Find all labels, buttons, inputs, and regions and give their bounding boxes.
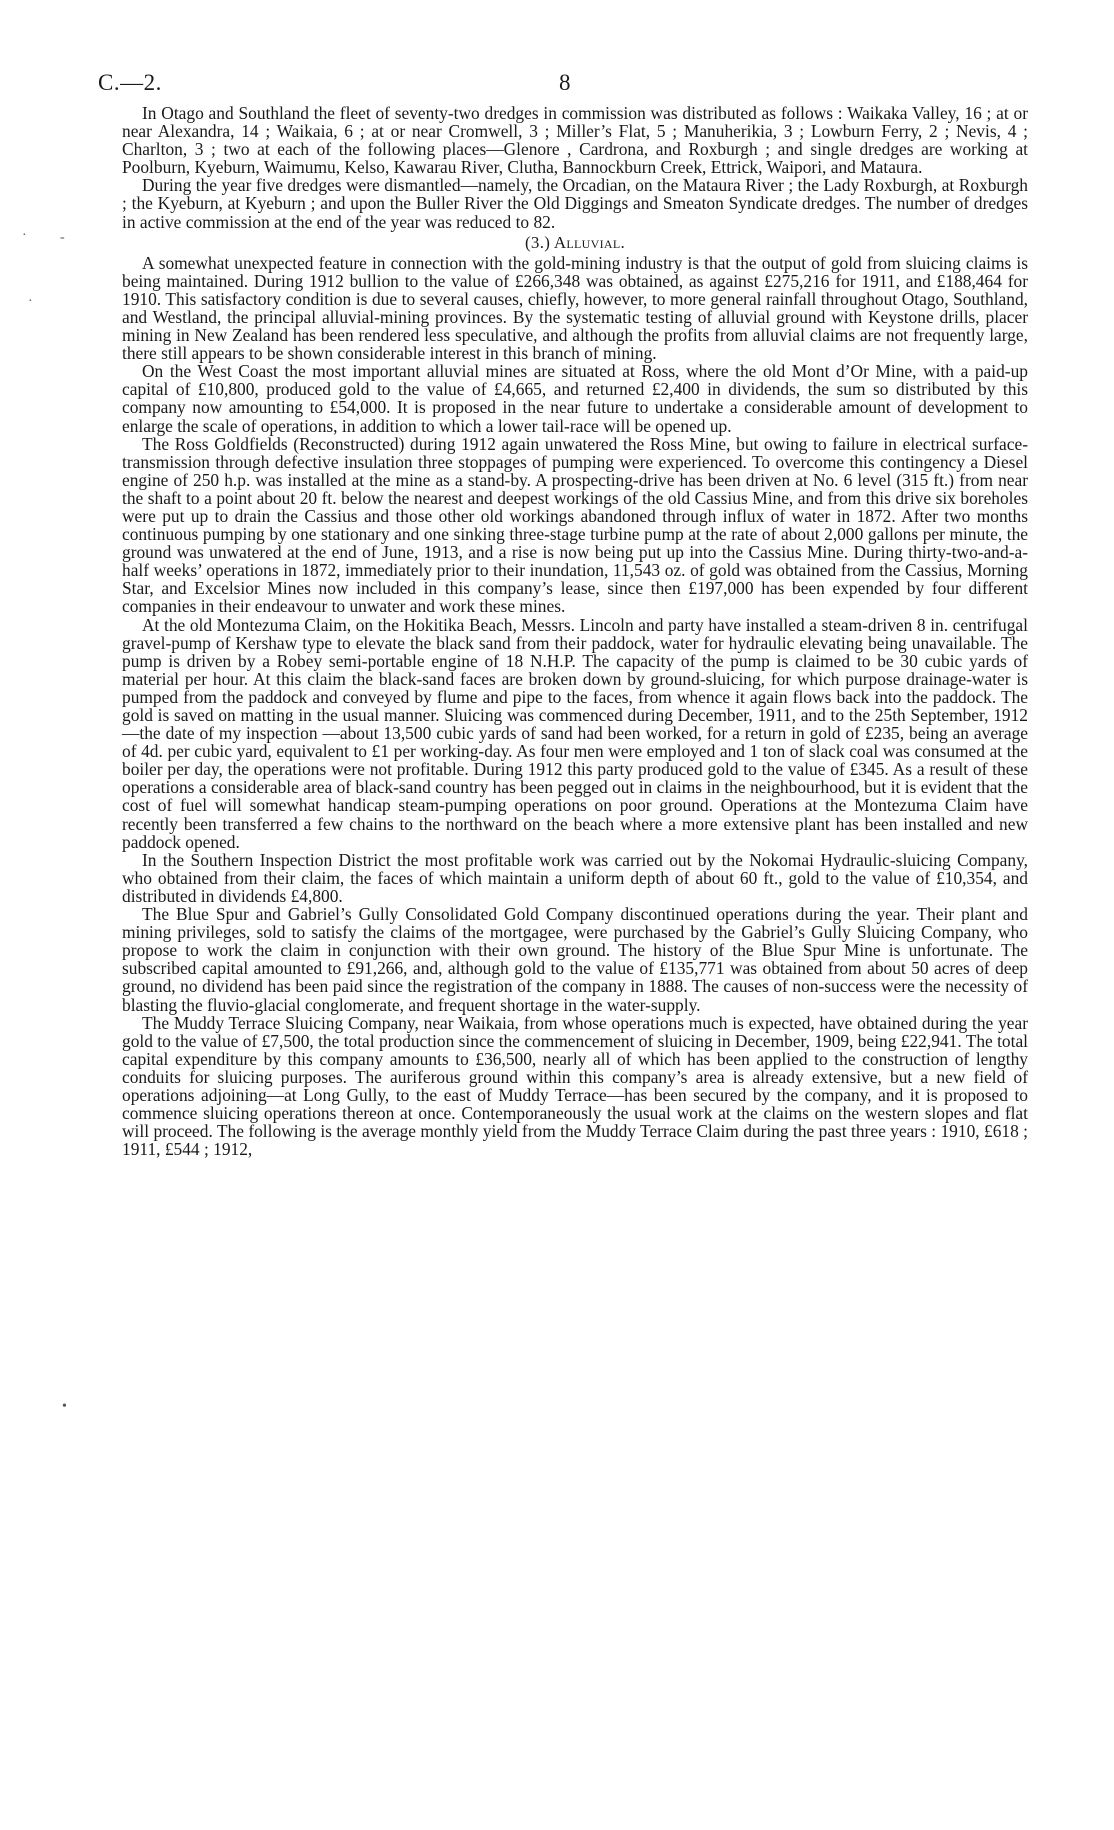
document-page — [98, 58, 1028, 1160]
margin-speck: • — [62, 1399, 67, 1414]
paragraph-alluvial-output: A somewhat unexpected feature in connection with the gold-mining industry is that the output of gold from sluicing claims is being maintained. During 1912 bullion to the value of £266,348 was obtained, as against £275,216 for 1911, and £188,464 for 1910. This satisfactory condition is due to several causes, chiefly, however, to more general rainfall throughout Otago, Southland, and Westland, the principal alluvial-mining provinces. By the systematic testing of alluvial ground with Keystone drills, placer mining in New Zealand has been rendered less speculative, and although the profits from alluvial claims are not frequently large, there still appears to be shown considerable interest in this branch of mining. — [122, 252, 1028, 364]
margin-speck: · — [22, 228, 27, 243]
margin-speck: ‐ — [60, 230, 65, 245]
paragraph-nokomai-sluicing: In the Southern Inspection District the most profitable work was carried out by the Nokomai Hydraulic-sluicing Company, who obtained from their claim, the faces of which maintain a uniform depth of about 60 ft., gold to the value of £10,354, and distributed in dividends £4,800. — [122, 849, 1028, 906]
parliamentary-reference: C.—2. — [98, 70, 162, 95]
page-header — [98, 58, 1028, 104]
page-number: 8 — [559, 70, 571, 95]
section-heading-alluvial: (3.) Alluvial. — [524, 232, 626, 252]
paragraph-west-coast-ross: On the West Coast the most important alluvial mines are situated at Ross, where the old Mont d’Or Mine, with a paid-up capital of £10,800, produced gold to the value of £4,665, and returned £2,400 in dividends, the sum so distributed by this company now amounting to £54,000. It is proposed in the near future to undertake a considerable amount of development to enlarge the scale of operations, in addition to which a lower tail-race will be opened up. — [122, 361, 1028, 436]
paragraph-ross-goldfields: The Ross Goldfields (Reconstructed) during 1912 again unwatered the Ross Mine, but owing to failure in electrical surface-transmission through defective insulation three stoppages of pumping were experienced. To overcome this contingency a Diesel engine of 250 h.p. was installed at the mine as a stand-by. A prospecting-drive has been driven at No. 6 level (315 ft.) from near the shaft to a point about 20 ft. below the nearest and deepest workings of the old Cassius Mine, and from this drive six boreholes were put up to drain the Cassius and those other old workings abandoned through influx of water in 1872. After two months continuous pumping by one stationary and one sinking three-stage turbine pump at the rate of about 2,000 gallons per minute, the ground was unwatered at the end of June, 1913, and a rise is now being put up into the Cassius Mine. During thirty-two-and-a-half weeks’ operations in 1872, immediately prior to their inundation, 11,543 oz. of gold was obtained from the Cassius, Morning Star, and Excelsior Mines now included in this company’s lease, since then £197,000 has been expended by four different companies in their endeavour to unwater and work these mines. — [122, 433, 1028, 617]
paragraph-dredges-dismantled: During the year five dredges were dismantled—namely, the Orcadian, on the Mataura River ; the Lady Roxburgh, at Roxburgh ; the Kyeburn, at Kyeburn ; and upon the Buller River the Old Diggings and Smeaton Syndicate dredges. The number of dredges in active commission at the end of the year was reduced to 82. — [122, 175, 1028, 232]
paragraph-muddy-terrace: The Muddy Terrace Sluicing Company, near Waikaia, from whose operations much is expected, have obtained during the year gold to the value of £7,500, the total production since the commencement of sluicing in December, 1909, being £22,941. The total capital expenditure by this company amounts to £36,500, nearly all of which has been applied to the construction of lengthy conduits for sluicing purposes. The auriferous ground within this company’s area is already extensive, but a new field of operations adjoining—at Long Gully, to the east of Muddy Terrace—has been secured by the company, and it is proposed to commence sluicing operations thereon at once. Contemporaneously the usual work at the claims on the western slopes and flat will proceed. The following is the average monthly yield from the Muddy Terrace Claim during the past three years : 1910, £618 ; 1911, £544 ; 1912, — [122, 1012, 1028, 1160]
paragraph-dredge-distribution: In Otago and Southland the fleet of seventy-two dredges in commission was distributed as follows : Waikaka Valley, 16 ; at or near Alexandra, 14 ; Waikaia, 6 ; at or near Cromwell, 3 ; Miller’s Flat, 5 ; Manuherikia, 3 ; Lowburn Ferry, 2 ; Nevis, 4 ; Charlton, 3 ; two at each of the following places—Glenore , Cardrona, and Roxburgh ; and single dredges are working at Poolburn, Kyeburn, Waimumu, Kelso, Kawarau River, Clutha, Bannockburn Creek, Ettrick, Waipori, and Mataura. — [122, 103, 1028, 178]
margin-speck: · — [28, 294, 33, 309]
paragraph-montezuma-claim: At the old Montezuma Claim, on the Hokitika Beach, Messrs. Lincoln and party have installed a steam-driven 8 in. centrifugal gravel-pump of Kershaw type to elevate the black sand from their paddock, water for hydraulic elevating being unavailable. The pump is driven by a Robey semi-portable engine of 18 N.H.P. The capacity of the pump is claimed to be 30 cubic yards of material per hour. At this claim the black-sand faces are broken down by ground-sluicing, for which purpose drainage-water is pumped from the paddock and conveyed by flume and pipe to the faces, from whence it again flows back into the paddock. The gold is saved on matting in the usual manner. Sluicing was commenced during December, 1911, and to the 25th September, 1912—the date of my inspection —about 13,500 cubic yards of sand had been worked, for a return in gold of £235, being an average of 4d. per cubic yard, equivalent to £1 per working-day. As four men were employed and 1 ton of slack coal was consumed at the boiler per day, the operations were not profitable. During 1912 this party produced gold to the value of £345. As a result of these operations a considerable area of black-sand country has been pegged out in claims in the neighbourhood, but it is evident that the cost of fuel will somewhat handicap steam-pumping operations on poor ground. Operations at the Montezuma Claim have recently been transferred a few chains to the northward on the beach where a more extensive plant has been installed and new paddock opened. — [122, 614, 1028, 852]
paragraph-blue-spur: The Blue Spur and Gabriel’s Gully Consolidated Gold Company discontinued operations during the year. Their plant and mining privileges, sold to satisfy the claims of the mortgagee, were purchased by the Gabriel’s Gully Sluicing Company, who propose to work the claim in conjunction with their own ground. The history of the Blue Spur Mine is unfortunate. The subscribed capital amounted to £91,266, and, although gold to the value of £135,771 was obtained from about 50 acres of deep ground, no dividend has been paid since the registration of the company in 1888. The causes of non-success were the necessity of blasting the fluvio-glacial conglomerate, and frequent shortage in the water-supply. — [122, 904, 1028, 1015]
